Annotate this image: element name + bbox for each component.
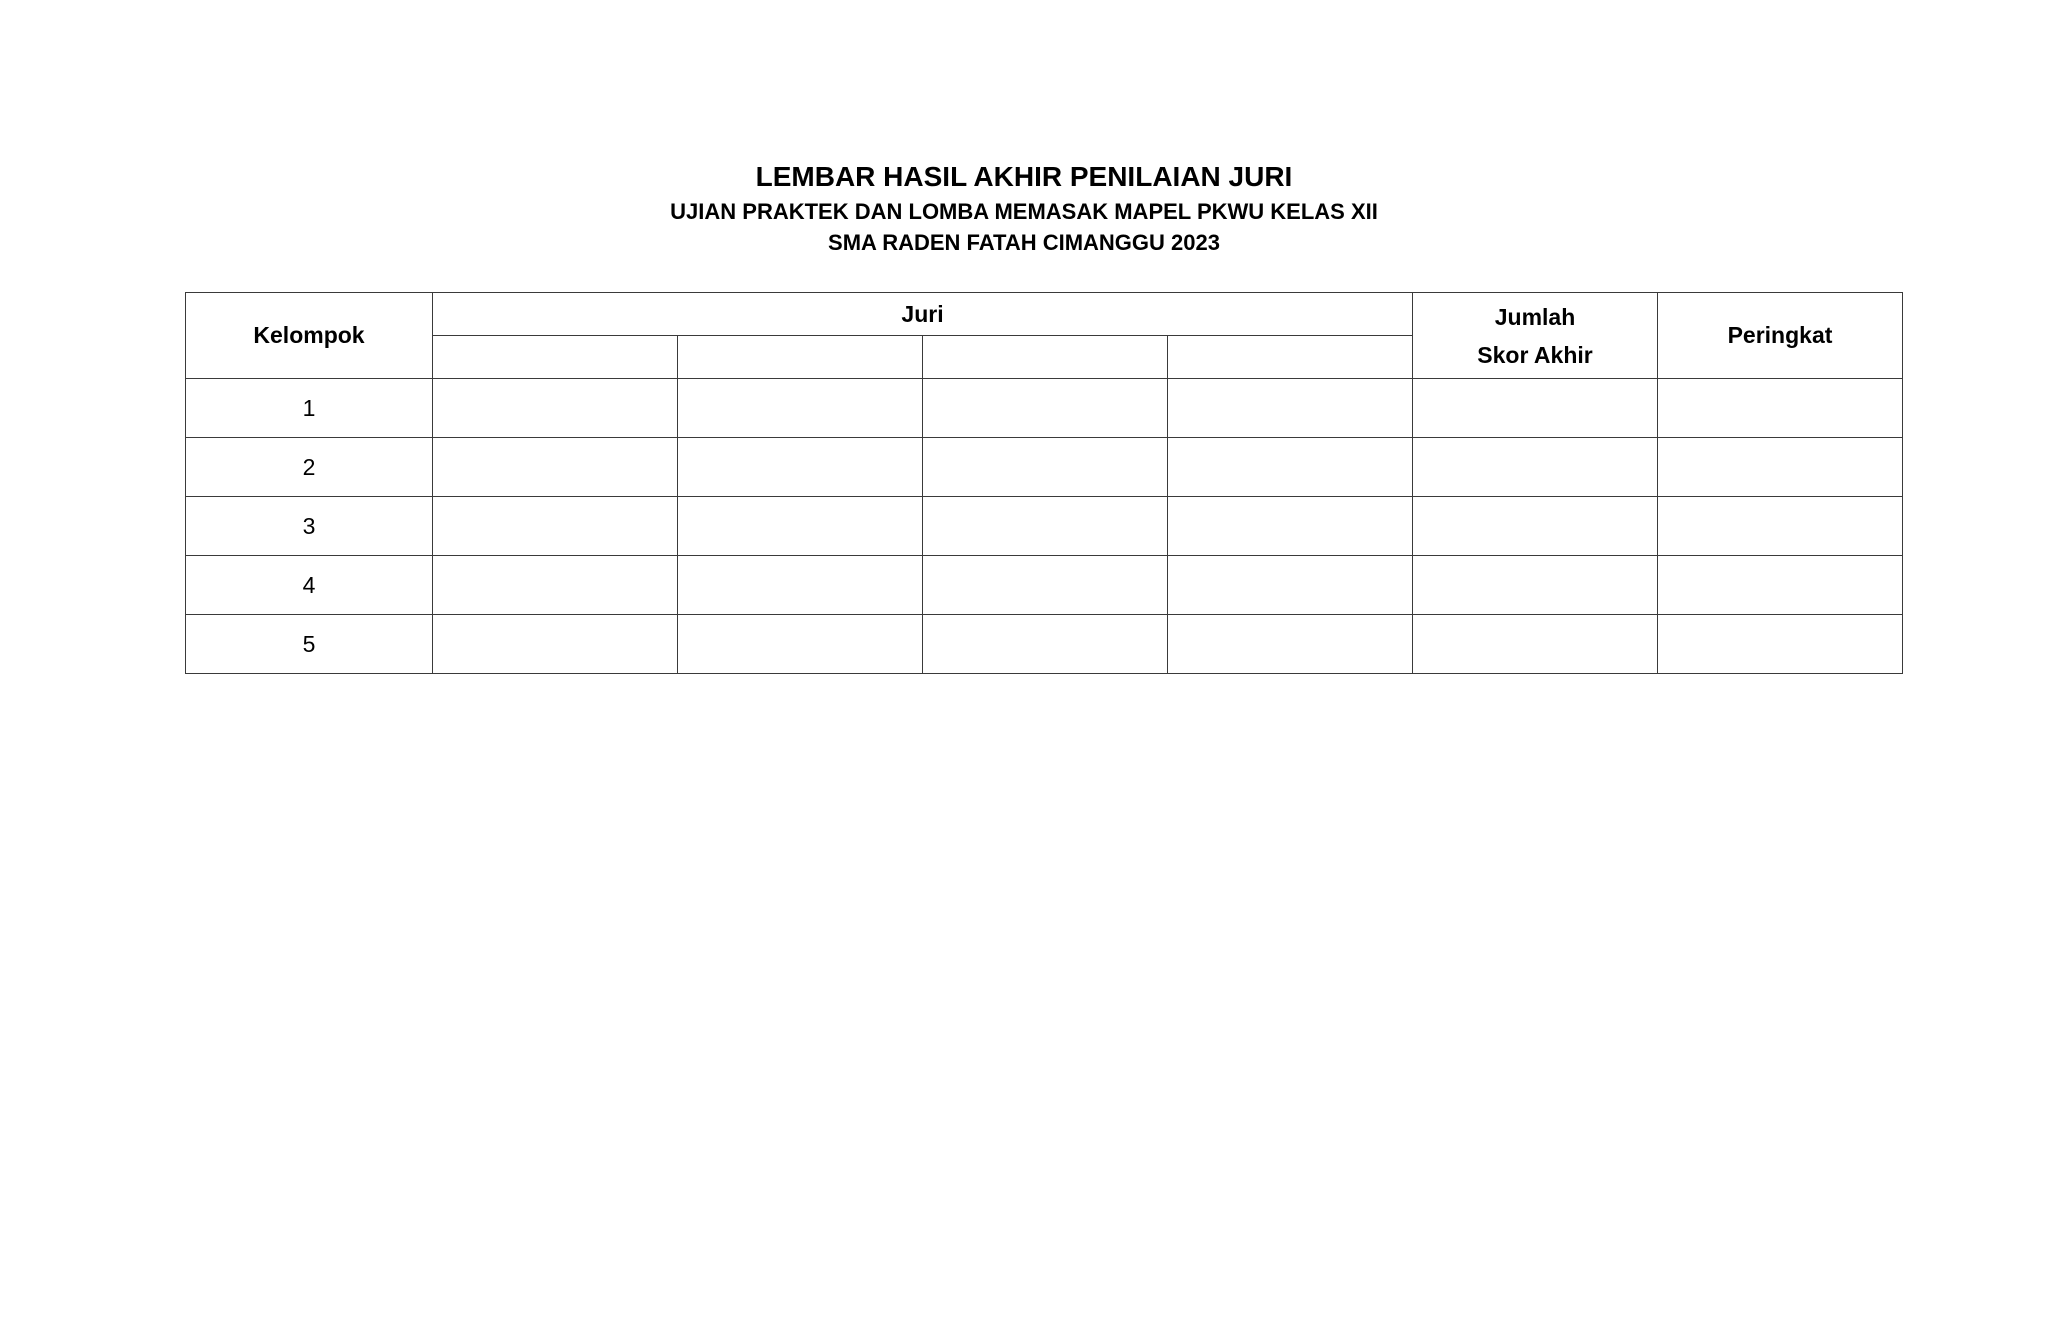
cell-juri-score[interactable] (678, 497, 923, 556)
cell-jumlah[interactable] (1413, 379, 1658, 438)
table-row (186, 438, 1903, 497)
cell-juri-score[interactable] (433, 379, 678, 438)
table-row (186, 615, 1903, 674)
cell-juri-score[interactable] (923, 556, 1168, 615)
header-peringkat: Peringkat (1658, 293, 1903, 379)
cell-kelompok: 1 (186, 379, 433, 438)
header-jumlah-skor-akhir (1413, 293, 1658, 379)
cell-juri-score[interactable] (433, 497, 678, 556)
cell-jumlah[interactable] (1413, 438, 1658, 497)
cell-juri-score[interactable] (433, 556, 678, 615)
cell-jumlah[interactable] (1413, 497, 1658, 556)
cell-jumlah[interactable] (1413, 615, 1658, 674)
header-juri-sub-3[interactable] (923, 336, 1168, 379)
header-juri: Juri (433, 293, 1413, 336)
cell-juri-score[interactable] (1168, 556, 1413, 615)
cell-kelompok: 3 (186, 497, 433, 556)
table-row (186, 556, 1903, 615)
cell-juri-score[interactable] (1168, 379, 1413, 438)
cell-peringkat[interactable] (1658, 556, 1903, 615)
cell-juri-score[interactable] (433, 438, 678, 497)
score-table (185, 292, 1903, 674)
cell-juri-score[interactable] (923, 379, 1168, 438)
cell-juri-score[interactable] (1168, 497, 1413, 556)
cell-juri-score[interactable] (433, 615, 678, 674)
cell-peringkat[interactable] (1658, 615, 1903, 674)
header-jumlah-line1: Jumlah (1494, 303, 1576, 330)
cell-jumlah[interactable] (1413, 556, 1658, 615)
table-row (186, 497, 1903, 556)
header-juri-sub-1[interactable] (433, 336, 678, 379)
cell-peringkat[interactable] (1658, 438, 1903, 497)
cell-peringkat[interactable] (1658, 379, 1903, 438)
cell-juri-score[interactable] (1168, 438, 1413, 497)
cell-juri-score[interactable] (678, 615, 923, 674)
cell-juri-score[interactable] (923, 615, 1168, 674)
header-juri-sub-4[interactable] (1168, 336, 1413, 379)
table-row (186, 379, 1903, 438)
cell-juri-score[interactable] (678, 556, 923, 615)
cell-kelompok: 5 (186, 615, 433, 674)
cell-peringkat[interactable] (1658, 497, 1903, 556)
document-subtitle-line2: SMA RADEN FATAH CIMANGGU 2023 (828, 230, 1220, 255)
cell-juri-score[interactable] (678, 438, 923, 497)
cell-juri-score[interactable] (923, 438, 1168, 497)
document-title: LEMBAR HASIL AKHIR PENILAIAN JURI (755, 161, 1293, 192)
header-juri-sub-2[interactable] (678, 336, 923, 379)
header-kelompok: Kelompok (186, 293, 433, 379)
cell-juri-score[interactable] (923, 497, 1168, 556)
header-jumlah-line2: Skor Akhir (1477, 341, 1593, 368)
cell-juri-score[interactable] (678, 379, 923, 438)
cell-juri-score[interactable] (1168, 615, 1413, 674)
cell-kelompok: 2 (186, 438, 433, 497)
document-subtitle-line1: UJIAN PRAKTEK DAN LOMBA MEMASAK MAPEL PKWU KELAS XII (670, 199, 1378, 224)
cell-kelompok: 4 (186, 556, 433, 615)
